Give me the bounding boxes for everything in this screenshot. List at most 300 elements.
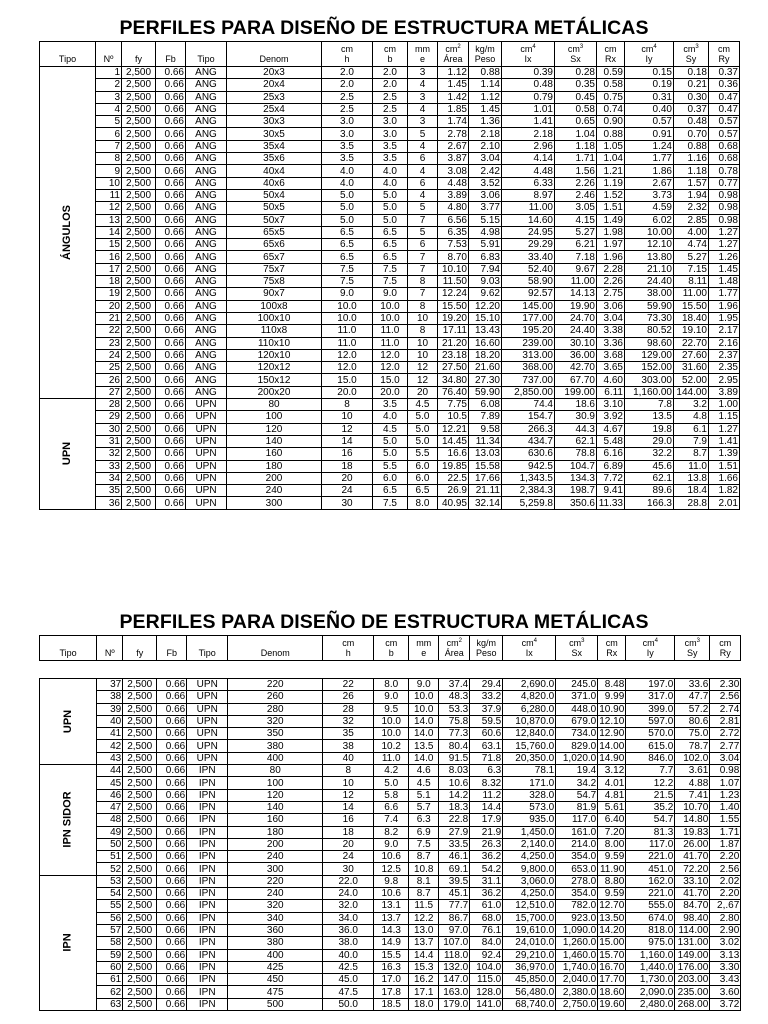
- table-cell: 2,500: [123, 888, 157, 900]
- table-cell: 8: [323, 765, 374, 777]
- table-cell: 4.2: [374, 765, 409, 777]
- table-cell: 0.48: [502, 79, 555, 91]
- table-cell: 18: [322, 460, 373, 472]
- table-cell: 1.01: [502, 103, 555, 115]
- table-cell: 220: [228, 875, 323, 887]
- table-cell: ANG: [186, 116, 227, 128]
- table-cell: 1.82: [709, 485, 740, 497]
- table-cell: 2,500: [122, 374, 156, 386]
- table-cell: 2,500: [122, 399, 156, 411]
- table-cell: 5.0: [373, 202, 408, 214]
- table-cell: 2,500: [122, 460, 156, 472]
- table-cell: 9.0: [373, 288, 408, 300]
- table-cell: 9.0: [374, 838, 409, 850]
- table-cell: 44: [97, 765, 123, 777]
- table-cell: 15.0: [373, 374, 408, 386]
- group-label: [40, 765, 97, 876]
- table-cell: 77.3: [439, 728, 470, 740]
- table-row: [40, 789, 741, 801]
- table-cell: 3.68: [597, 349, 625, 361]
- table-body: [40, 67, 740, 510]
- table-cell: 11.0: [322, 325, 373, 337]
- table-cell: 818.0: [626, 924, 675, 936]
- table-cell: 39: [97, 703, 123, 715]
- table-cell: 2,500: [122, 91, 156, 103]
- table-row: [40, 411, 740, 423]
- table-cell: 9,800.0: [503, 863, 556, 875]
- column-unit-exponent: 4: [654, 638, 658, 644]
- table-cell: 6.56: [438, 214, 469, 226]
- table-cell: 1.71: [710, 826, 741, 838]
- table-cell: 11.00: [674, 288, 709, 300]
- table-cell: 1.71: [555, 153, 597, 165]
- column-unit: [469, 42, 502, 55]
- table-cell: 61: [97, 974, 123, 986]
- table-cell: 98.40: [675, 912, 710, 924]
- table-cell: 1.27: [709, 423, 740, 435]
- table-cell: 43: [97, 752, 123, 764]
- table-cell: 18: [323, 826, 374, 838]
- table-cell: 2,500: [122, 435, 156, 447]
- table-row: [40, 961, 741, 973]
- table-cell: 3.89: [709, 386, 740, 398]
- table-cell: 120x10: [227, 349, 322, 361]
- table-cell: IPN: [187, 765, 228, 777]
- table-cell: 368.00: [502, 362, 555, 374]
- table-cell: 59.90: [469, 386, 502, 398]
- table-cell: 0.66: [157, 752, 187, 764]
- table-cell: 2,500: [122, 153, 156, 165]
- table-cell: 3.5: [373, 399, 408, 411]
- table-cell: 92.4: [470, 949, 503, 961]
- table-cell: 220: [228, 679, 323, 691]
- table-row: [40, 288, 740, 300]
- table-cell: 118.0: [439, 949, 470, 961]
- table-cell: 2,500: [122, 116, 156, 128]
- table-cell: 19.4: [556, 765, 598, 777]
- table-cell: UPN: [186, 423, 227, 435]
- table-cell: 500: [228, 998, 323, 1010]
- column-unit-text: cm: [521, 638, 534, 648]
- table-cell: 16: [322, 448, 373, 460]
- table-row: [40, 300, 740, 312]
- table-row: [40, 116, 740, 128]
- table-cell: 7.5: [373, 497, 408, 509]
- table-cell: ANG: [186, 214, 227, 226]
- table-row: [40, 949, 741, 961]
- table-cell: 71.8: [470, 752, 503, 764]
- table-cell: 615.0: [626, 740, 675, 752]
- table-cell: 6.5: [322, 226, 373, 238]
- group-label: [40, 875, 97, 1010]
- table-cell: 45.1: [439, 888, 470, 900]
- table-cell: 3.05: [555, 202, 597, 214]
- table-cell: 13.80: [625, 251, 674, 263]
- group-label-text: UPN: [60, 442, 73, 466]
- table-cell: 180: [227, 460, 322, 472]
- table-cell: 152.00: [625, 362, 674, 374]
- table-cell: 47.7: [675, 691, 710, 703]
- table-cell: 0.66: [157, 838, 187, 850]
- column-label: Iy: [625, 54, 674, 67]
- table-cell: 86.7: [439, 912, 470, 924]
- table-cell: 81.3: [626, 826, 675, 838]
- table-cell: 54.7: [626, 814, 675, 826]
- table-cell: 2,140.0: [503, 838, 556, 850]
- table-cell: 13.03: [469, 448, 502, 460]
- table-cell: 61.0: [470, 900, 503, 912]
- table-cell: 15.58: [469, 460, 502, 472]
- table-cell: 15.0: [322, 374, 373, 386]
- table-cell: IPN: [187, 949, 228, 961]
- column-unit-text: cm: [604, 44, 617, 54]
- table-cell: 0.79: [502, 91, 555, 103]
- table-cell: 40: [323, 752, 374, 764]
- table-cell: 19: [96, 288, 122, 300]
- table-cell: 150x12: [227, 374, 322, 386]
- column-unit: [187, 636, 228, 649]
- table-cell: 1.56: [555, 165, 597, 177]
- table-cell: 555.0: [626, 900, 675, 912]
- table-row: [40, 679, 741, 691]
- table-cell: 0.68: [709, 153, 740, 165]
- table-cell: 2,750.0: [556, 998, 598, 1010]
- table-cell: 0.66: [156, 497, 186, 509]
- table-cell: ANG: [186, 300, 227, 312]
- table-cell: 50x7: [227, 214, 322, 226]
- table-cell: 2.20: [710, 851, 741, 863]
- table-cell: 9.03: [469, 276, 502, 288]
- table-cell: 29: [96, 411, 122, 423]
- table-cell: 0.47: [709, 103, 740, 115]
- table-row: [40, 276, 740, 288]
- table-cell: 4.67: [597, 423, 625, 435]
- column-unit: [97, 636, 123, 649]
- table-cell: 653.0: [556, 863, 598, 875]
- column-unit-text: cm: [718, 44, 730, 54]
- table-cell: ANG: [186, 374, 227, 386]
- table-cell: 52.40: [502, 263, 555, 275]
- table-cell: 0.66: [157, 765, 187, 777]
- table-cell: 12: [408, 374, 438, 386]
- table-cell: 0.77: [709, 177, 740, 189]
- table-cell: 0.66: [157, 998, 187, 1010]
- table-cell: ANG: [186, 239, 227, 251]
- table-cell: 53: [97, 875, 123, 887]
- table-cell: 39.5: [439, 875, 470, 887]
- table-cell: 450: [228, 974, 323, 986]
- column-unit-text: cm: [569, 638, 582, 648]
- table-cell: 2.18: [502, 128, 555, 140]
- table-cell: 12.0: [322, 349, 373, 361]
- table-cell: 1.66: [709, 472, 740, 484]
- table-cell: 0.66: [157, 801, 187, 813]
- table-cell: 69.1: [439, 863, 470, 875]
- table-cell: 7: [408, 288, 438, 300]
- table-cell: IPN: [187, 777, 228, 789]
- table-cell: 7.20: [598, 826, 626, 838]
- table-cell: 0.66: [156, 251, 186, 263]
- table-row: [40, 251, 740, 263]
- table-cell: 4.98: [469, 226, 502, 238]
- column-label: Denom: [228, 648, 323, 661]
- table-cell: 5.15: [469, 214, 502, 226]
- table-cell: 3.12: [598, 765, 626, 777]
- table-row: [40, 912, 741, 924]
- table-cell: 18.3: [439, 801, 470, 813]
- table-cell: 6.02: [625, 214, 674, 226]
- table-cell: 12: [322, 423, 373, 435]
- table-cell: 26.00: [675, 838, 710, 850]
- column-label: Sy: [674, 54, 709, 67]
- table-cell: 935.0: [503, 814, 556, 826]
- table-cell: 0.66: [157, 974, 187, 986]
- table-cell: 2,500: [123, 679, 157, 691]
- table-cell: 8: [408, 276, 438, 288]
- table-cell: 20,350.0: [503, 752, 556, 764]
- table-cell: 2,500: [123, 728, 157, 740]
- table-cell: 0.66: [157, 715, 187, 727]
- table-cell: IPN: [187, 801, 228, 813]
- table-cell: 6.08: [469, 399, 502, 411]
- table-cell: 3.92: [597, 411, 625, 423]
- table-cell: 104.7: [555, 460, 597, 472]
- table-cell: 19.83: [675, 826, 710, 838]
- table-cell: 2,500: [122, 239, 156, 251]
- table-cell: 26.9: [438, 485, 469, 497]
- table-cell: 2,500: [123, 765, 157, 777]
- table-cell: 5.27: [555, 226, 597, 238]
- column-label: Ry: [709, 54, 740, 67]
- table-cell: 3.5: [373, 153, 408, 165]
- table-cell: 10.0: [322, 300, 373, 312]
- column-unit-text: cm: [385, 638, 398, 648]
- table-cell: 4,820.0: [503, 691, 556, 703]
- table-cell: 27.60: [674, 349, 709, 361]
- table-cell: 3.06: [597, 300, 625, 312]
- table-cell: 846.0: [626, 752, 675, 764]
- table-cell: 0.98: [709, 202, 740, 214]
- table-cell: 737.00: [502, 374, 555, 386]
- table-cell: 9: [96, 165, 122, 177]
- table-cell: 50x5: [227, 202, 322, 214]
- table-cell: 0.66: [157, 900, 187, 912]
- table-cell: 3.02: [710, 937, 741, 949]
- table-cell: 1: [96, 67, 122, 79]
- table-cell: 2.5: [322, 91, 373, 103]
- table-cell: 30x5: [227, 128, 322, 140]
- table-cell: 145.00: [502, 300, 555, 312]
- table-cell: 8.11: [674, 276, 709, 288]
- table-cell: 12.0: [322, 362, 373, 374]
- table-cell: IPN: [187, 961, 228, 973]
- table-cell: 9.0: [322, 288, 373, 300]
- table-cell: 2.96: [502, 140, 555, 152]
- table-cell: 0.66: [156, 349, 186, 361]
- table-cell: 128.0: [470, 986, 503, 998]
- table-cell: 21.60: [469, 362, 502, 374]
- table-cell: 1.15: [709, 411, 740, 423]
- table-cell: 1.12: [438, 67, 469, 79]
- table-cell: 161.0: [556, 826, 598, 838]
- table-cell: 80.6: [675, 715, 710, 727]
- table-cell: 34: [96, 472, 122, 484]
- header-units-row: [40, 42, 740, 55]
- column-label: Tipo: [40, 54, 96, 67]
- table-cell: 0.66: [156, 325, 186, 337]
- column-unit-text: kg/m: [475, 44, 495, 54]
- table-cell: 27.9: [439, 826, 470, 838]
- table-cell: 0.98: [709, 214, 740, 226]
- table-cell: 0.66: [156, 165, 186, 177]
- table-cell: 17.0: [374, 974, 409, 986]
- table-row: [40, 177, 740, 189]
- table-body: [40, 661, 741, 1011]
- table-cell: 2.81: [710, 715, 741, 727]
- table-row: [40, 67, 740, 79]
- table-cell: 2,500: [122, 497, 156, 509]
- table-cell: 2.30: [710, 679, 741, 691]
- column-unit-exponent: 2: [458, 638, 462, 644]
- table-row: [40, 814, 741, 826]
- table-cell: 21.20: [438, 337, 469, 349]
- table-cell: 9.8: [374, 875, 409, 887]
- table-cell: 15.50: [674, 300, 709, 312]
- table-cell: 47: [97, 801, 123, 813]
- table-cell: 6.11: [597, 386, 625, 398]
- table-cell: UPN: [186, 497, 227, 509]
- table-cell: 0.66: [157, 826, 187, 838]
- table-cell: 28: [323, 703, 374, 715]
- table-row: [40, 214, 740, 226]
- table-cell: 6.5: [408, 485, 438, 497]
- table-cell: ANG: [186, 276, 227, 288]
- table-cell: 91.5: [439, 752, 470, 764]
- table-cell: 10: [408, 337, 438, 349]
- table-cell: 78.1: [503, 765, 556, 777]
- table-cell: 4,250.0: [503, 851, 556, 863]
- table-cell: 2,500: [123, 924, 157, 936]
- table-cell: 221.0: [626, 888, 675, 900]
- table-cell: 5.5: [408, 448, 438, 460]
- table-cell: 4.81: [598, 789, 626, 801]
- table-cell: 5.61: [598, 801, 626, 813]
- table-cell: 1.23: [710, 789, 741, 801]
- table-cell: 3: [408, 91, 438, 103]
- column-unit: [502, 42, 555, 55]
- table-cell: 11: [96, 189, 122, 201]
- table-cell: 2.37: [709, 349, 740, 361]
- table-cell: 1.96: [597, 251, 625, 263]
- table-cell: 92.57: [502, 288, 555, 300]
- table-cell: 0.66: [156, 411, 186, 423]
- table-cell: 4.14: [502, 153, 555, 165]
- table-cell: 62: [97, 986, 123, 998]
- table-cell: 2,.67: [710, 900, 741, 912]
- table-cell: 30.10: [555, 337, 597, 349]
- table-cell: 2,500: [123, 777, 157, 789]
- table-cell: 28: [96, 399, 122, 411]
- table-cell: 2,500: [122, 312, 156, 324]
- column-label: b: [373, 54, 408, 67]
- table-cell: 22.70: [674, 337, 709, 349]
- table-row: [40, 497, 740, 509]
- table-row: [40, 448, 740, 460]
- table-cell: 0.66: [156, 288, 186, 300]
- table-cell: 1.21: [597, 165, 625, 177]
- table-cell: 80.52: [625, 325, 674, 337]
- table-cell: IPN: [187, 863, 228, 875]
- table-cell: 7.75: [438, 399, 469, 411]
- table-cell: 3.5: [373, 140, 408, 152]
- table-cell: 60.6: [470, 728, 503, 740]
- table-cell: 3.38: [597, 325, 625, 337]
- table-cell: 0.66: [156, 103, 186, 115]
- table-cell: 75x7: [227, 263, 322, 275]
- table-row: [40, 851, 741, 863]
- table-cell: UPN: [187, 752, 228, 764]
- table-cell: 0.37: [709, 67, 740, 79]
- table-cell: 18.60: [599, 986, 625, 998]
- table-cell: IPN: [187, 888, 228, 900]
- table-cell: 7: [408, 251, 438, 263]
- table-cell: 14.80: [675, 814, 710, 826]
- table-cell: 14.90: [599, 752, 625, 764]
- table-cell: 21: [96, 312, 122, 324]
- table-cell: 65x7: [227, 251, 322, 263]
- table-cell: 1,020.0: [556, 752, 598, 764]
- table-cell: 20: [96, 300, 122, 312]
- table-cell: 11.2: [470, 789, 503, 801]
- table-cell: 2,500: [123, 826, 157, 838]
- table-cell: 21.5: [626, 789, 675, 801]
- table-cell: 4.0: [373, 165, 408, 177]
- table-cell: 12: [96, 202, 122, 214]
- table-cell: 50: [97, 838, 123, 850]
- table-cell: 3.60: [710, 986, 741, 998]
- table-cell: 0.66: [156, 337, 186, 349]
- table-cell: 1.41: [709, 435, 740, 447]
- table-cell: 3.0: [322, 116, 373, 128]
- column-label: Rx: [597, 54, 625, 67]
- table-cell: 24.40: [625, 276, 674, 288]
- table-cell: ANG: [186, 288, 227, 300]
- table-cell: 13.50: [599, 912, 625, 924]
- table-cell: 4.6: [409, 765, 439, 777]
- table-cell: 3.0: [373, 128, 408, 140]
- table-cell: 0.66: [156, 140, 186, 152]
- table-cell: 59.90: [625, 300, 674, 312]
- table-cell: 7.7: [626, 765, 675, 777]
- column-unit: [40, 42, 96, 55]
- table-cell: 0.74: [597, 103, 625, 115]
- table-cell: 0.88: [597, 128, 625, 140]
- table-cell: IPN: [187, 986, 228, 998]
- table-cell: 100: [228, 777, 323, 789]
- table-cell: 7.5: [373, 276, 408, 288]
- table-cell: 2: [96, 79, 122, 91]
- table-cell: 2,500: [122, 189, 156, 201]
- table-cell: 131.00: [675, 937, 710, 949]
- table-cell: 5,259.8: [502, 497, 555, 509]
- table-cell: 2.77: [710, 740, 741, 752]
- table-cell: 12.0: [373, 362, 408, 374]
- table-cell: 54.7: [556, 789, 598, 801]
- table-cell: 84.70: [675, 900, 710, 912]
- table-cell: 1.45: [709, 263, 740, 275]
- table-cell: 56: [97, 912, 123, 924]
- table-cell: 10.2: [374, 740, 409, 752]
